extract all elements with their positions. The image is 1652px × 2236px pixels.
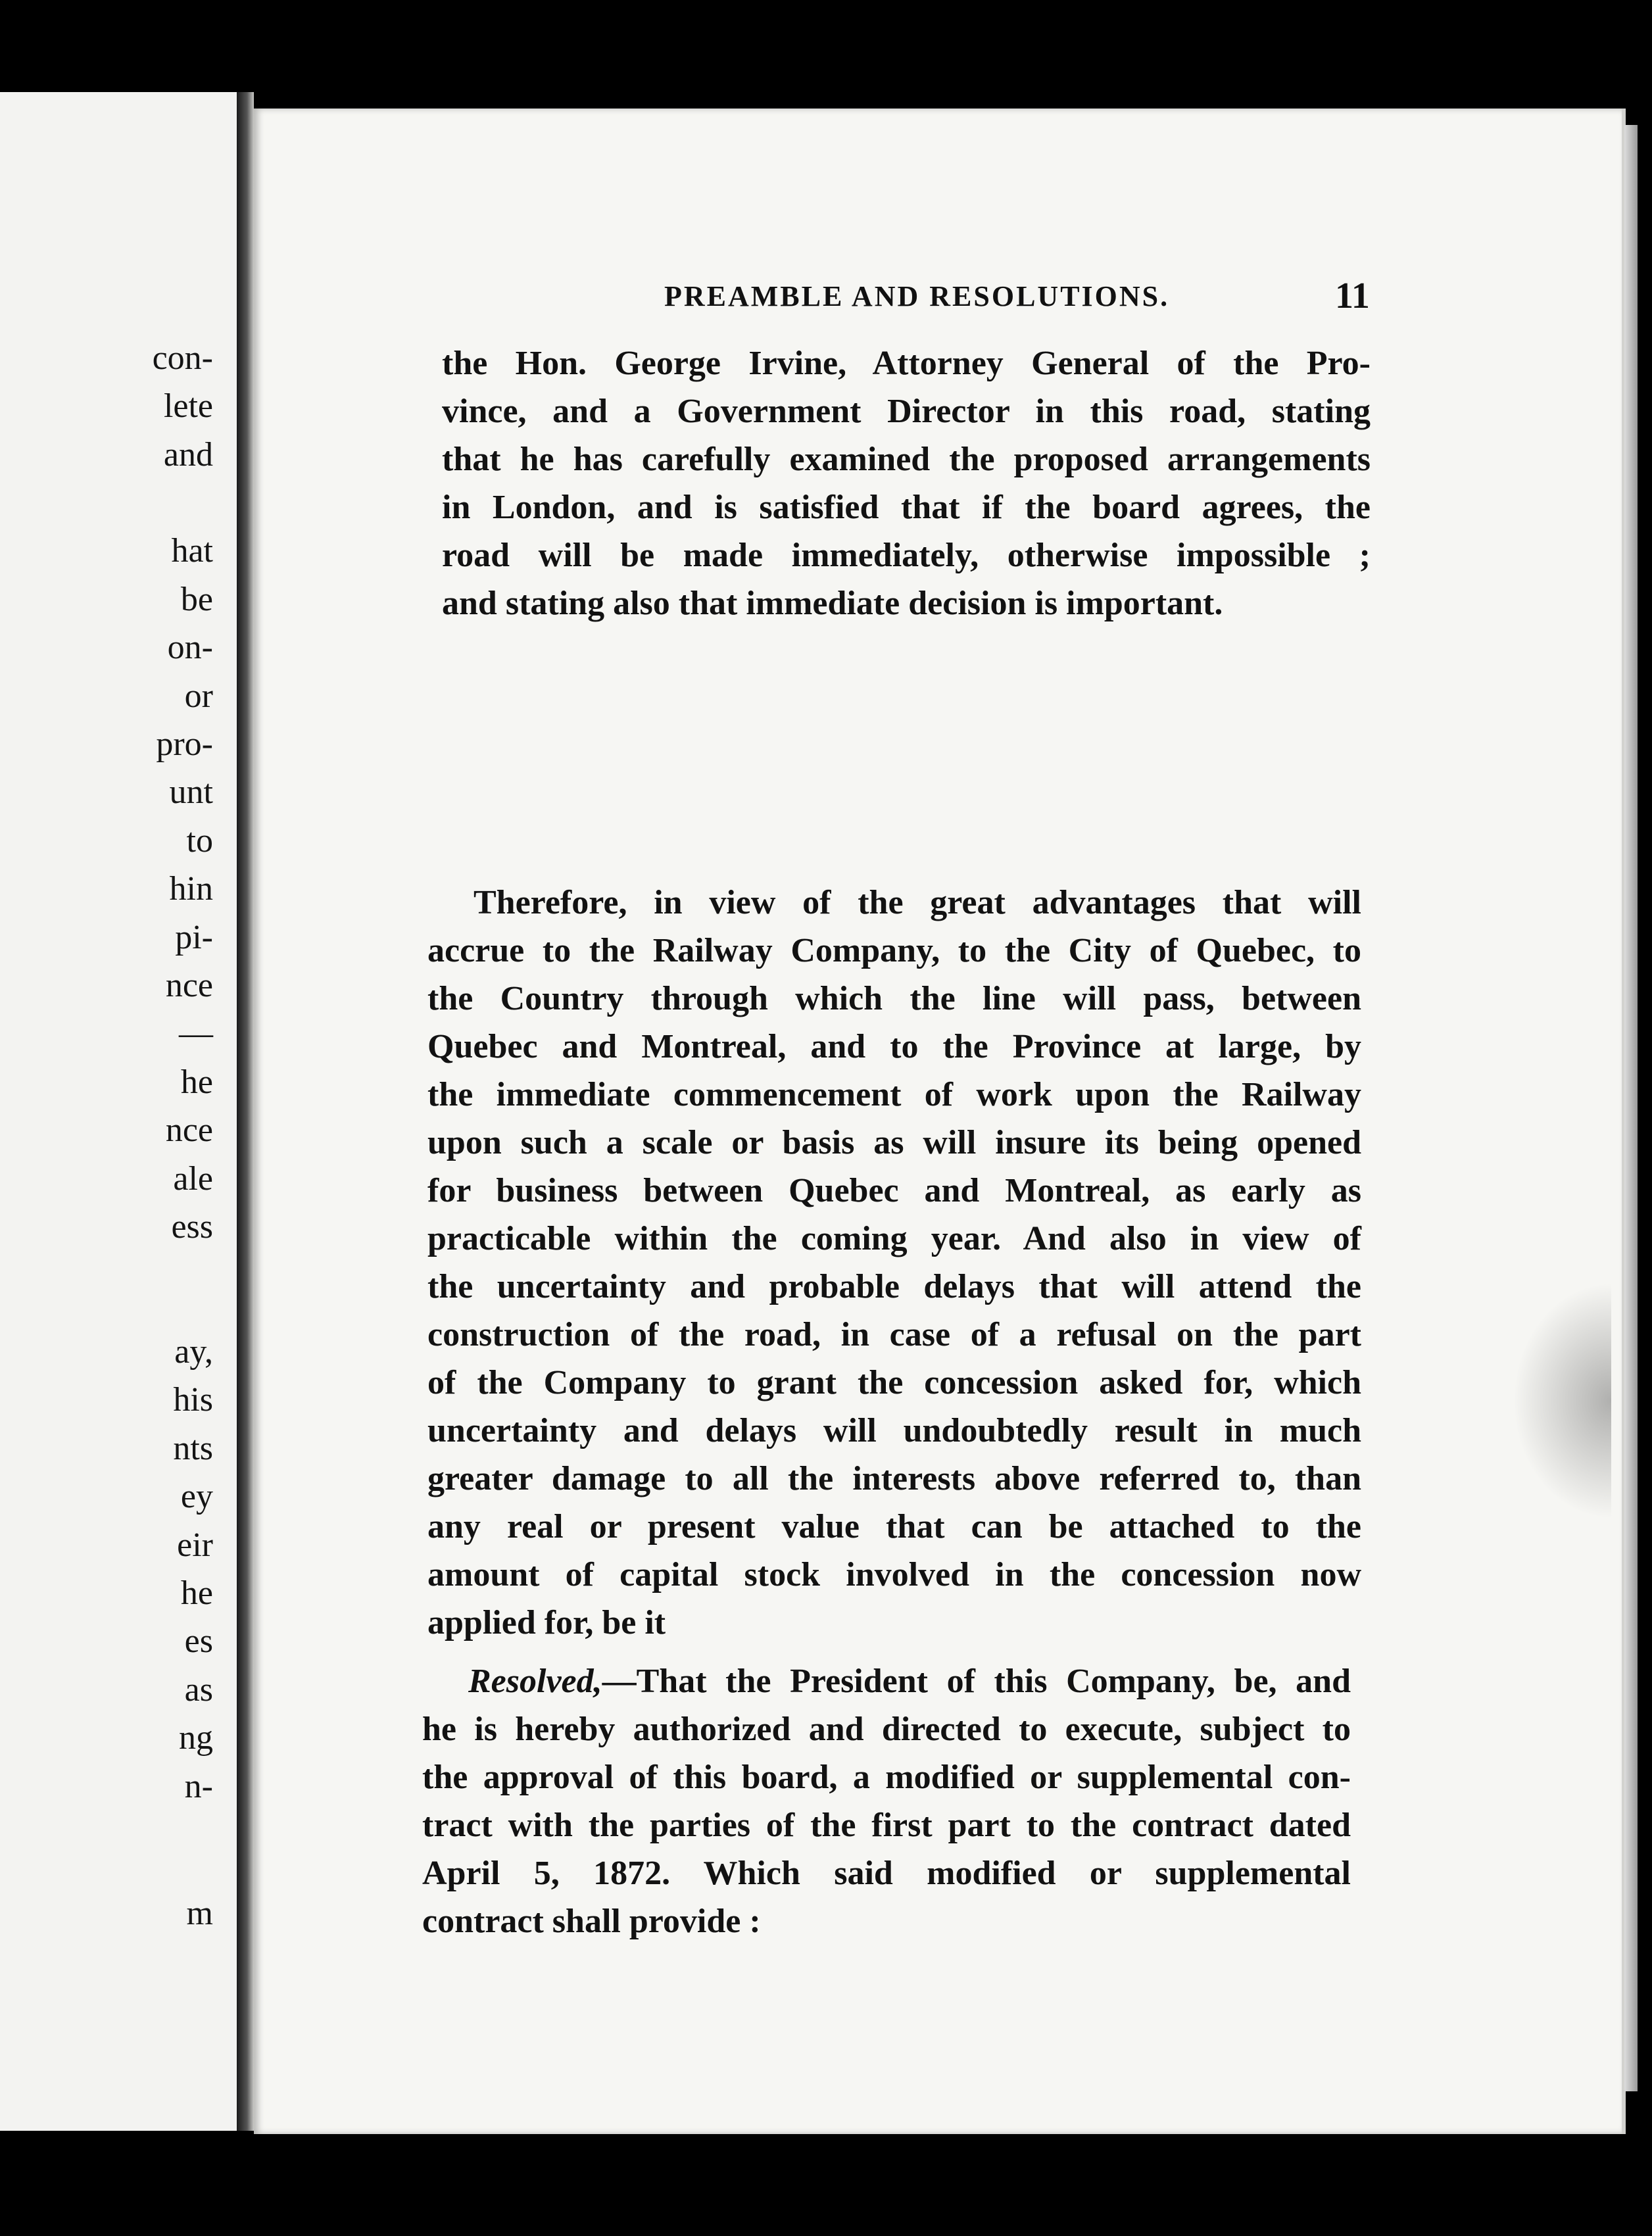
facing-page-fragment: lete xyxy=(163,387,213,425)
text-line: in London, and is satisfied that if the board agrees, the xyxy=(442,489,1371,526)
facing-page-fragment: he xyxy=(180,1574,213,1612)
running-header: PREAMBLE AND RESOLUTIONS. xyxy=(664,280,1170,312)
facing-page-fragment: — xyxy=(179,1015,213,1052)
text-line: he is hereby authorized and directed to execute, subject to xyxy=(422,1711,1351,1748)
paragraph-resolution xyxy=(422,1657,1351,1945)
facing-page-fragment: eir xyxy=(177,1526,213,1564)
facing-page-fragment: pro- xyxy=(156,725,213,763)
facing-page-fragment: hin xyxy=(169,870,213,908)
text-line: the immediate commencement of work upon the Railway xyxy=(427,1076,1361,1113)
text-line: the Hon. George Irvine, Attorney General of the Pro- xyxy=(442,345,1371,382)
text-line: greater damage to all the interests above referred to, than xyxy=(427,1460,1361,1497)
text-line: for business between Quebec and Montreal, as early as xyxy=(427,1172,1361,1209)
facing-page-fragment: as xyxy=(184,1671,213,1709)
facing-page-fragment: es xyxy=(184,1622,213,1660)
text-line: the uncertainty and probable delays that will attend the xyxy=(427,1268,1361,1305)
book-gutter xyxy=(237,92,254,2131)
text-line: uncertainty and delays will undoubtedly result in much xyxy=(427,1412,1361,1449)
facing-page-fragment: he xyxy=(180,1063,213,1101)
facing-page-fragment: ale xyxy=(173,1160,213,1198)
facing-page-fragment: and xyxy=(163,436,213,474)
facing-page-fragment: ay, xyxy=(174,1333,213,1371)
text-line-rest: —That the President of this Company, be, and xyxy=(602,1663,1351,1700)
text-line: applied for, be it xyxy=(427,1604,666,1641)
text-line: Therefore, in view of the great advantages that will xyxy=(474,884,1361,921)
text-line: of the Company to grant the concession asked for, which xyxy=(427,1364,1361,1401)
text-line: and stating also that immediate decision is important. xyxy=(442,585,1223,622)
facing-page-fragment: pi- xyxy=(175,919,213,956)
paragraph-preamble xyxy=(427,879,1361,1647)
text-line: tract with the parties of the first part to the contract dated xyxy=(422,1807,1351,1844)
facing-page-fragment: nce xyxy=(165,1111,213,1149)
text-line: accrue to the Railway Company, to the City of Quebec, to xyxy=(427,932,1361,969)
facing-page-fragment: unt xyxy=(169,773,213,811)
scan-shadow xyxy=(1513,1282,1611,1519)
facing-page-fragment: ess xyxy=(171,1208,213,1246)
text-line: road will be made immediately, otherwise impossible ; xyxy=(442,537,1371,574)
facing-page-fragment: hat xyxy=(171,532,213,570)
paragraph-continuation xyxy=(442,339,1371,627)
text-line: that he has carefully examined the proposed arrangements xyxy=(442,441,1371,478)
text-line: contract shall provide : xyxy=(422,1903,761,1940)
text-line: Quebec and Montreal, and to the Province at large, by xyxy=(427,1028,1361,1065)
facing-page-fragment: con- xyxy=(152,339,213,377)
facing-page-fragment: nce xyxy=(165,967,213,1004)
facing-page-fragment: or xyxy=(184,677,213,715)
text-line: amount of capital stock involved in the concession now xyxy=(427,1556,1361,1593)
text-line: April 5, 1872. Which said modified or supplemental xyxy=(422,1855,1351,1892)
facing-page-fragment: n- xyxy=(184,1768,213,1805)
text-line: practicable within the coming year. And also in view of xyxy=(427,1220,1361,1257)
text-line: any real or present value that can be attached to the xyxy=(427,1508,1361,1545)
facing-page-fragment: to xyxy=(186,822,213,860)
facing-page-fragment: his xyxy=(173,1381,213,1419)
facing-page-fragment: ng xyxy=(179,1719,213,1757)
text-line: construction of the road, in case of a refusal on the part xyxy=(427,1316,1361,1353)
text-line xyxy=(422,1657,1351,1705)
resolved-lead: Resolved, xyxy=(468,1663,602,1700)
page-number: 11 xyxy=(1335,276,1370,316)
facing-page xyxy=(0,92,237,2131)
facing-page-fragment: m xyxy=(186,1895,213,1932)
facing-page-fragment: be xyxy=(180,581,213,618)
text-line: vince, and a Government Director in this road, stating xyxy=(442,393,1371,430)
text-line: the Country through which the line will pass, between xyxy=(427,980,1361,1017)
facing-page-fragment: nts xyxy=(173,1430,213,1467)
page-edge xyxy=(1624,125,1638,2091)
text-line: the approval of this board, a modified or supplemental con- xyxy=(422,1759,1351,1796)
text-line: upon such a scale or basis as will insure its being opened xyxy=(427,1124,1361,1161)
facing-page-fragment: ey xyxy=(180,1478,213,1515)
facing-page-fragment: on- xyxy=(167,629,213,666)
